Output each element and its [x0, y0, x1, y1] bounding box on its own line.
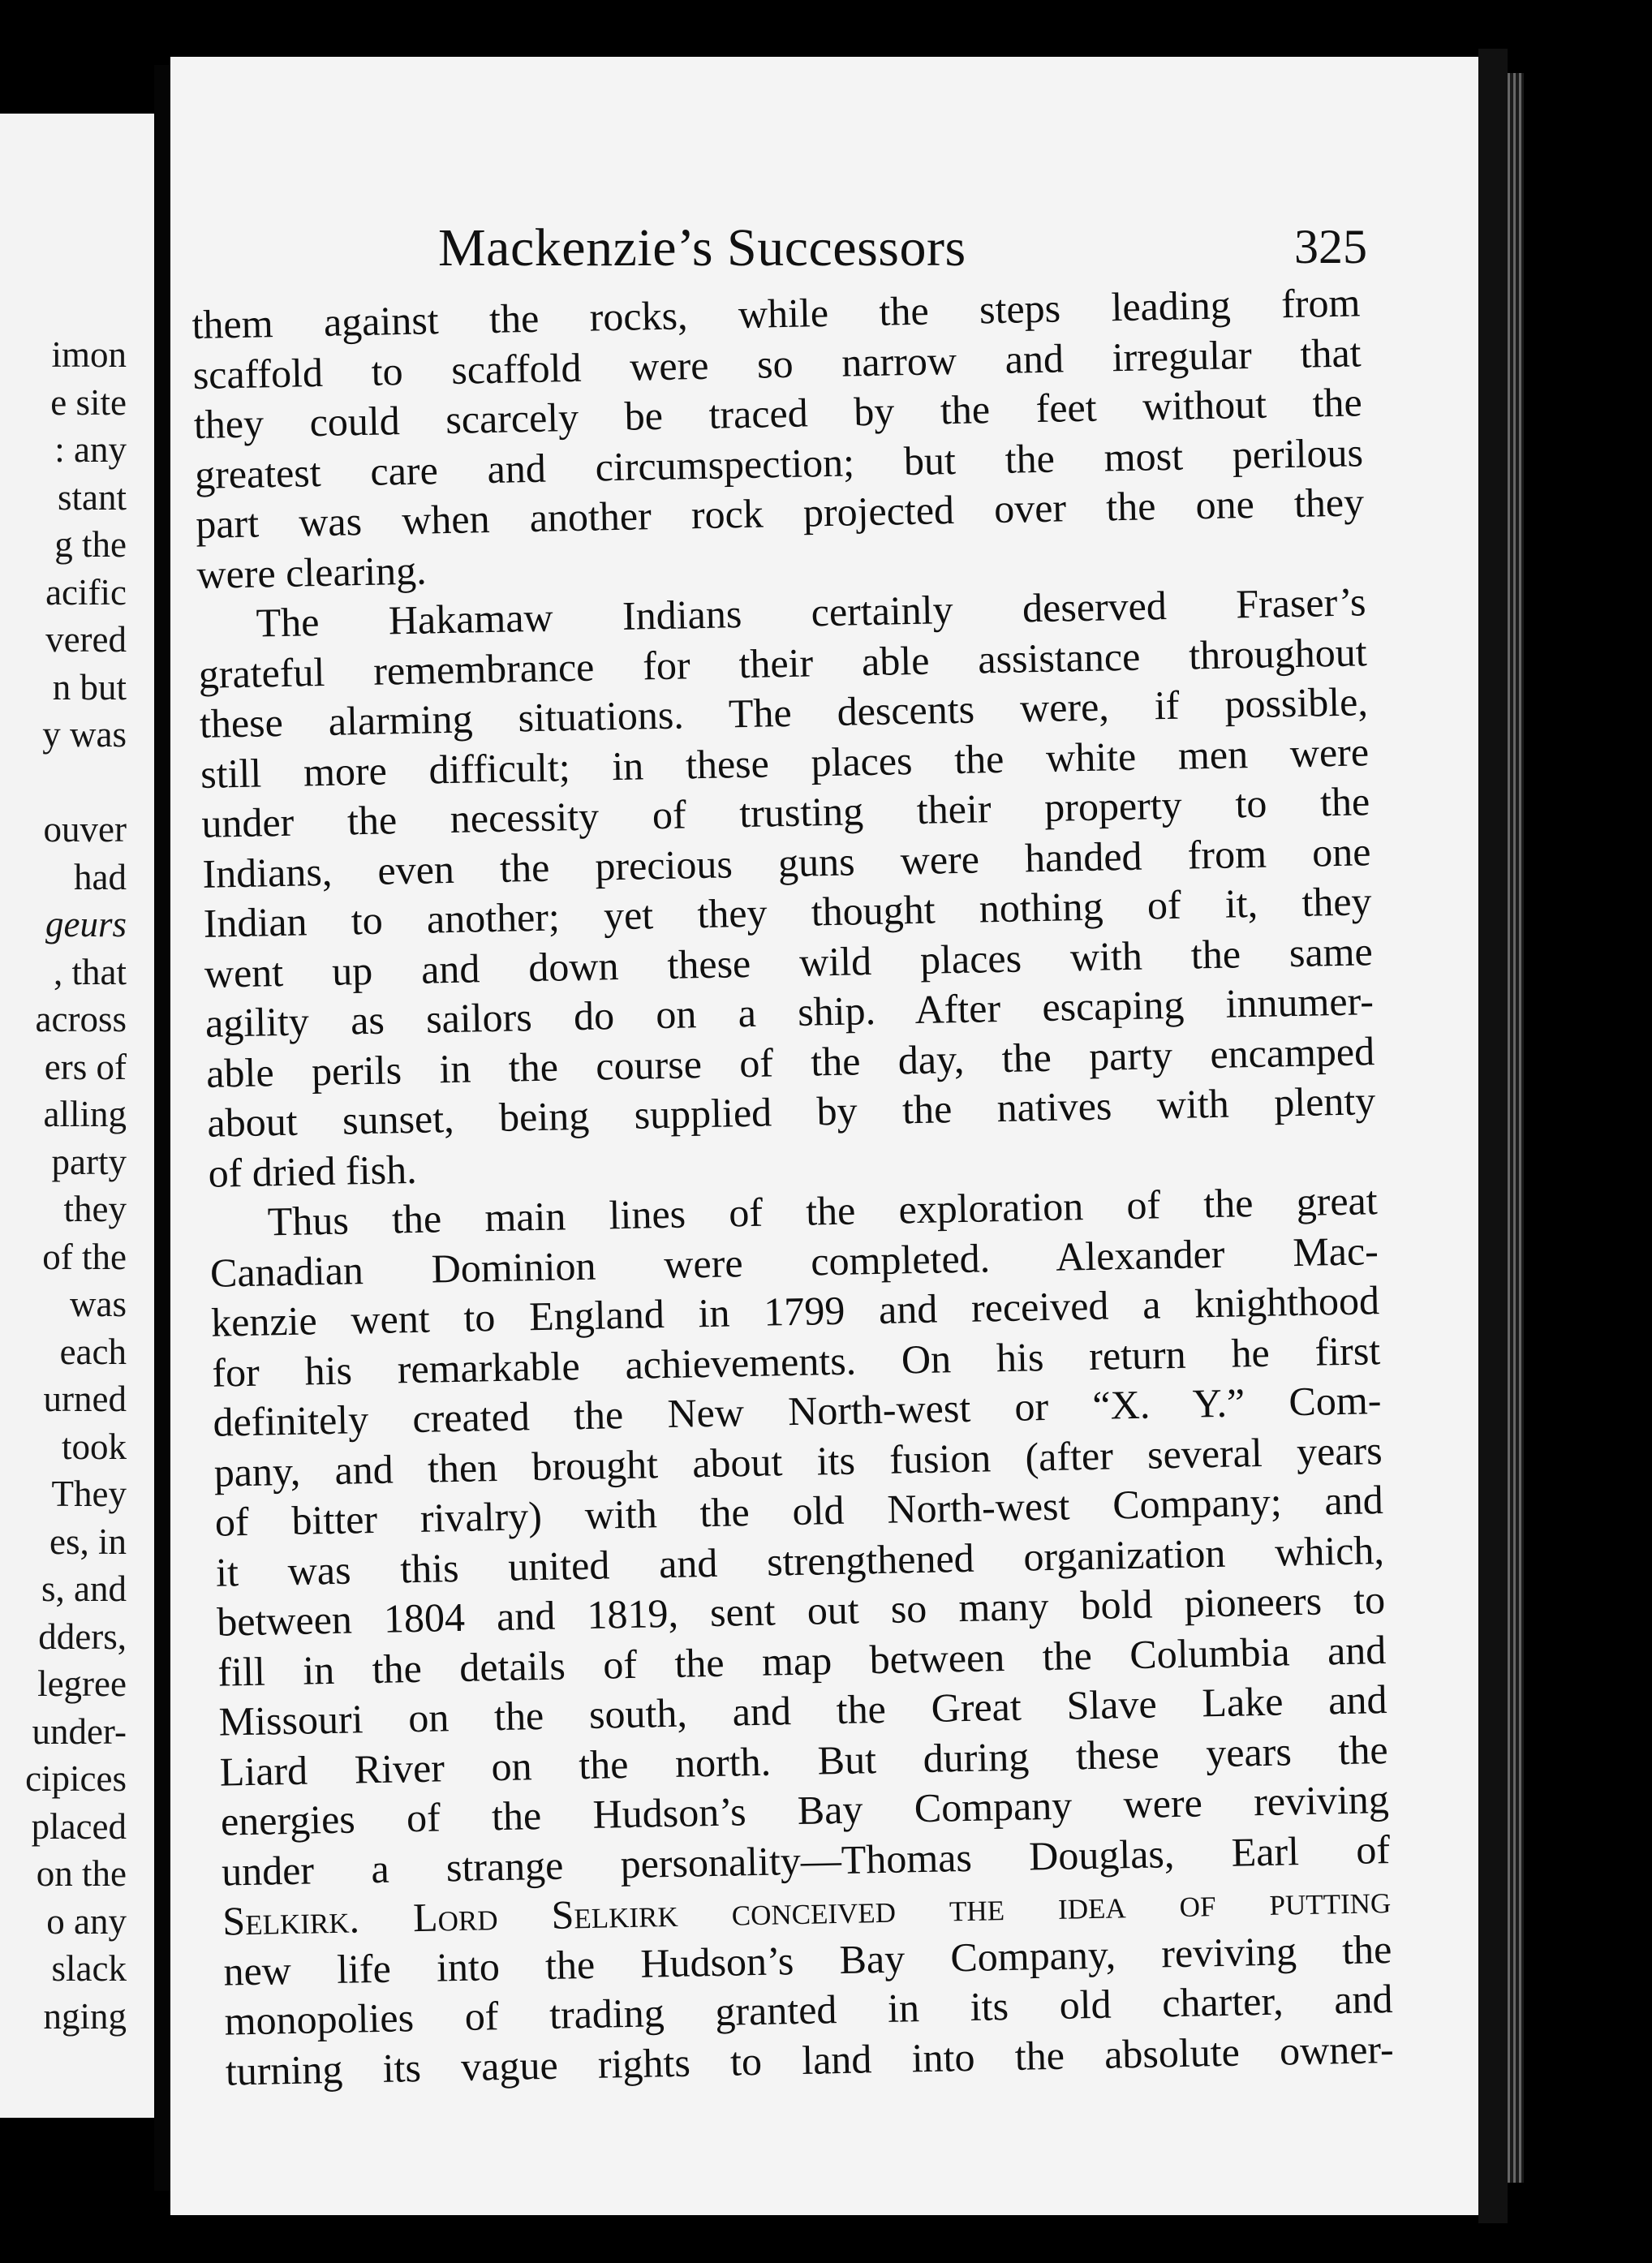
- left-line: was: [70, 1284, 127, 1324]
- text-line: fill in the details of the map between the Columbia and: [217, 1626, 1387, 1695]
- text-line: monopolies of trading granted in its old charter, and: [224, 1975, 1393, 2044]
- text-line: turning its vague rights to land into the absolute owner-: [225, 2025, 1395, 2094]
- right-page: [170, 57, 1478, 2215]
- text-line: Missouri on the south, and the Great Slave Lake and: [218, 1676, 1387, 1745]
- left-line: had: [74, 856, 127, 897]
- left-line: vered: [45, 619, 127, 660]
- left-line: es, in: [49, 1521, 127, 1562]
- book-gutter: [154, 65, 170, 2191]
- text-line: were clearing.: [196, 547, 428, 597]
- text-line: definitely created the New North-west or “X. Y.” Com-: [213, 1377, 1382, 1445]
- left-line: they: [63, 1189, 127, 1229]
- text-line: Indians, even the precious guns were handed from one: [202, 828, 1371, 897]
- text-line: under a strange personality—Thomas Douglas, Earl of: [221, 1826, 1391, 1895]
- text-line: of bitter rivalry) with the old North-west Company; and: [214, 1477, 1384, 1545]
- left-line: of the: [42, 1236, 127, 1277]
- text-line: Liard River on the north. But during these years the: [219, 1726, 1389, 1795]
- left-line: legree: [37, 1663, 127, 1704]
- text-line: scaffold to scaffold were so narrow and irregular that: [192, 329, 1362, 398]
- text-line: Canadian Dominion were completed. Alexander Mac-: [209, 1227, 1379, 1296]
- left-line: across: [35, 999, 127, 1039]
- left-line: imon: [51, 334, 127, 375]
- page-edge-shadow: [1478, 49, 1508, 2223]
- left-line: y was: [42, 714, 127, 755]
- left-line: o any: [46, 1900, 127, 1942]
- text-line: Indian to another; yet they thought nothing of it, they: [203, 878, 1373, 946]
- left-line: slack: [51, 1948, 127, 1989]
- text-line: Thus the main lines of the exploration of the great: [267, 1177, 1379, 1245]
- left-line: dders,: [38, 1616, 127, 1657]
- left-line: on the: [36, 1853, 127, 1894]
- text-line: agility as sailors do on a ship. After escaping innumer-: [204, 978, 1375, 1046]
- left-line: n but: [52, 666, 127, 708]
- left-line-blank: [25, 759, 127, 807]
- left-line: nging: [43, 1995, 127, 2037]
- left-line: e site: [50, 381, 127, 423]
- text-line: them against the rocks, while the steps leading from: [191, 279, 1361, 347]
- left-line: cipices: [25, 1758, 127, 1799]
- text-line: went up and down these wild places with the same: [204, 927, 1374, 996]
- text-line: pany, and then brought about its fusion (after several years: [213, 1426, 1383, 1495]
- left-line: : any: [54, 429, 127, 470]
- text-line: between 1804 and 1819, sent out so many bold pioneers to: [216, 1577, 1386, 1645]
- text-line: for his remarkable achievements. On his return he first: [211, 1327, 1381, 1396]
- left-line: alling: [43, 1094, 127, 1134]
- text-line: it was this united and strengthened organization which,: [215, 1526, 1385, 1595]
- text-line: grateful remembrance for their able assistance throughout: [198, 628, 1368, 697]
- left-line: , that: [54, 951, 127, 992]
- left-line: placed: [31, 1805, 127, 1847]
- text-line: The Hakamaw Indians certainly deserved Fraser’s: [256, 579, 1366, 646]
- text-line: these alarming situations. The descents were, if possible,: [199, 678, 1369, 746]
- text-line: greatest care and circumspection; but the most perilous: [194, 428, 1364, 497]
- text-line: about sunset, being supplied by the natives with plenty: [206, 1078, 1376, 1146]
- left-page-text: [25, 331, 127, 2040]
- left-line: ers of: [44, 1046, 127, 1087]
- text-line: new life into the Hudson’s Bay Company, reviving the: [222, 1925, 1392, 1994]
- text-line: able perils in the course of the day, the party encamped: [205, 1027, 1375, 1096]
- left-line: They: [51, 1474, 127, 1514]
- left-line: urned: [43, 1379, 127, 1419]
- left-line: s, and: [41, 1568, 127, 1609]
- text-line: they could scarcely be traced by the feet without the: [193, 379, 1363, 447]
- text-line: still more difficult; in these places the white men were: [200, 728, 1370, 797]
- left-line: took: [61, 1426, 127, 1467]
- text-line: under the necessity of trusting their property to the: [200, 778, 1370, 846]
- left-line: geurs: [45, 904, 127, 944]
- left-line: acific: [45, 571, 127, 613]
- running-head: Mackenzie’s Successors: [438, 218, 966, 277]
- text-line: of dried fish.: [208, 1146, 418, 1196]
- text-line: part was when another rock projected over the one they: [195, 479, 1365, 547]
- left-line: stant: [58, 476, 127, 518]
- left-page-fragment: [0, 114, 154, 2118]
- page-number: 325: [1294, 220, 1367, 273]
- left-line: under-: [32, 1710, 127, 1752]
- page-stack-edge: [1508, 73, 1524, 2183]
- left-line: each: [59, 1331, 127, 1372]
- text-line: kenzie went to England in 1799 and received a knighthood: [210, 1277, 1380, 1345]
- body-text: [191, 277, 1394, 2096]
- text-line: Selkirk. Lord Selkirk conceived the idea of putting: [222, 1875, 1392, 1944]
- left-line: party: [51, 1141, 127, 1182]
- left-line: g the: [54, 524, 127, 565]
- left-line: ouver: [43, 809, 127, 850]
- text-line: energies of the Hudson’s Bay Company were reviving: [220, 1776, 1390, 1844]
